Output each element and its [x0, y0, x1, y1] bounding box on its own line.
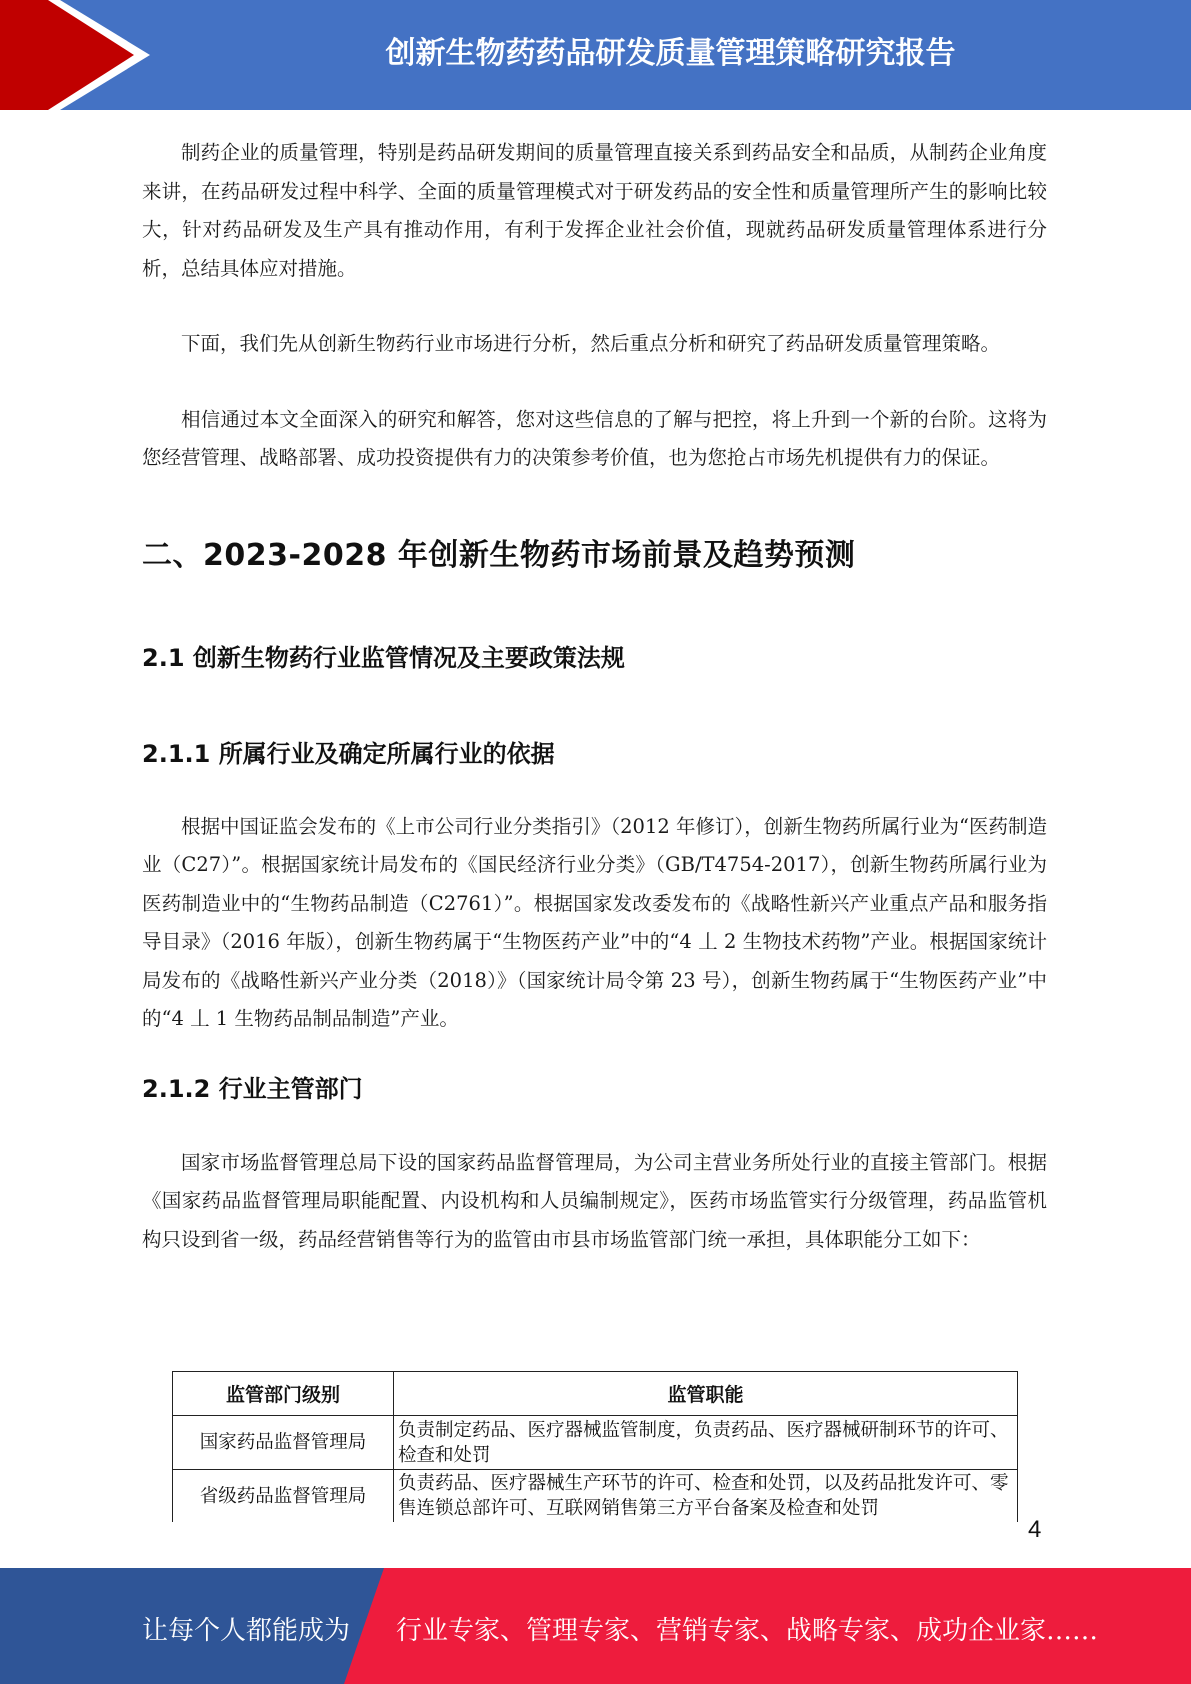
table-cell-level: 国家药品监督管理局	[173, 1416, 394, 1470]
industry-paragraph: 根据中国证监会发布的《上市公司行业分类指引》（2012 年修订），创新生物药所属行业为“医药制造业（C27）”。根据国家统计局发布的《国民经济行业分类》（GB/T4754-2017），创新生物药所属行业为医药制造业中的“生物药品制造（C2761）”。根据国家发改委发布的《战略性新兴产业重点产品和服务指导目录》（2016 年版），创新生物药属于“生物医药产业”中的“4 丄 2 生物技术药物”产业。根据国家统计局发布的《战略性新兴产业分类（2018）》（国家统计局令第 23 号），创新生物药属于“生物医药产业”中的“4 丄 1 生物药品制品制造”产业。	[142, 814, 1047, 1030]
table-cell-duty: 负责制定药品、医疗器械监管制度，负责药品、医疗器械研制环节的许可、检查和处罚	[394, 1416, 1018, 1470]
header-arrow-decoration	[0, 0, 160, 110]
intro-paragraph-1: 制药企业的质量管理，特别是药品研发期间的质量管理直接关系到药品安全和品质，从制药企业角度来讲，在药品研发过程中科学、全面的质量管理模式对于研发药品的安全性和质量管理所产生的影响比较大，针对药品研发及生产具有推动作用，有利于发挥企业社会价值，现就药品研发质量管理体系进行分析，总结具体应对措施。	[142, 141, 1047, 280]
regulator-table	[172, 1371, 1018, 1522]
intro-paragraph-3: 相信通过本文全面深入的研究和解答，您对这些信息的了解与把控，将上升到一个新的台阶。这将为您经营管理、战略部署、成功投资提供有力的决策参考价值，也为您抢占市场先机提供有力的保证。	[142, 407, 1047, 469]
page-content	[142, 134, 1047, 1259]
footer-slogan-right: 行业专家、管理专家、营销专家、战略专家、成功企业家……	[396, 1616, 1099, 1646]
table-header-level: 监管部门级别	[173, 1372, 394, 1416]
header-banner	[0, 0, 1191, 110]
intro-paragraph-2: 下面，我们先从创新生物药行业市场进行分析，然后重点分析和研究了药品研发质量管理策略。	[181, 332, 1001, 355]
department-paragraph: 国家市场监督管理总局下设的国家药品监督管理局，为公司主营业务所处行业的直接主管部门。根据《国家药品监督管理局职能配置、内设机构和人员编制规定》，医药市场监管实行分级管理，药品监管机构只设到省一级，药品经营销售等行为的监管由市县市场监管部门统一承担，具体职能分工如下：	[142, 1150, 1047, 1251]
subsection-heading-2-1: 2.1 创新生物药行业监管情况及主要政策法规	[142, 643, 625, 672]
subsection-heading-2-1-2: 2.1.2 行业主管部门	[142, 1074, 363, 1103]
table-row	[173, 1416, 1018, 1470]
page-number: 4	[1028, 1516, 1042, 1543]
table-cell-duty: 负责药品、医疗器械生产环节的许可、检查和处罚，以及药品批发许可、零售连锁总部许可、互联网销售第三方平台备案及检查和处罚	[394, 1470, 1018, 1523]
table-cell-level: 省级药品监督管理局	[173, 1470, 394, 1523]
report-title: 创新生物药药品研发质量管理策略研究报告	[385, 36, 956, 71]
footer-slogan-left: 让每个人都能成为	[142, 1616, 351, 1646]
subsection-heading-2-1-1: 2.1.1 所属行业及确定所属行业的依据	[142, 739, 555, 768]
table-header-row	[173, 1372, 1018, 1416]
section-heading: 二、2023-2028 年创新生物药市场前景及趋势预测	[142, 537, 856, 573]
table-header-duty: 监管职能	[394, 1372, 1018, 1416]
table-row	[173, 1470, 1018, 1523]
